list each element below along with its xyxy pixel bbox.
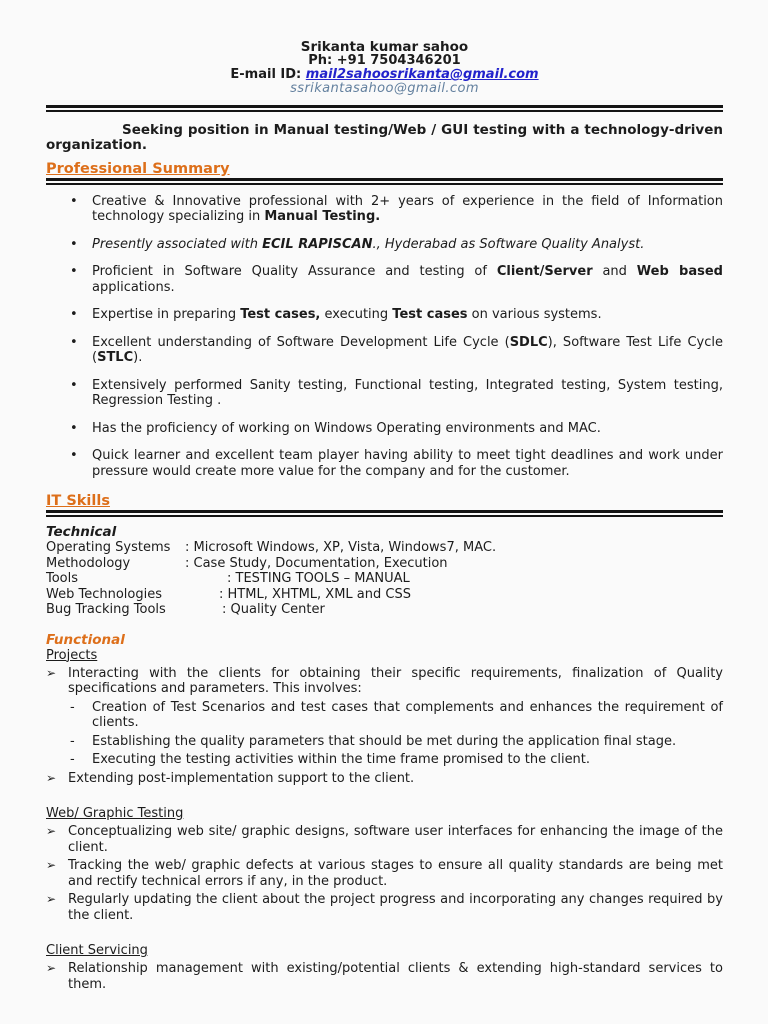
skill-row (46, 556, 723, 572)
functional-heading: Functional (46, 631, 125, 648)
arrow-item (46, 961, 723, 992)
dash-text: Establishing the quality parameters that should be met during the application final stage. (92, 733, 677, 749)
bullet-item (46, 421, 723, 437)
skill-label: Web Technologies (46, 586, 162, 602)
projects-subheading: Projects (46, 647, 98, 663)
bullet-item (46, 307, 723, 323)
skill-label: Bug Tracking Tools (46, 602, 166, 618)
bullet-text: Has the proficiency of working on Windows Operating environments and MAC. (92, 420, 601, 436)
arrow-bullet-icon: ➢ (46, 824, 57, 839)
client-servicing-subheading: Client Servicing (46, 943, 148, 959)
arrow-bullet-icon: ➢ (46, 961, 57, 976)
web-graphic-subheading: Web/ Graphic Testing (46, 806, 184, 822)
email-row (46, 68, 723, 82)
bullet-icon: • (70, 264, 78, 280)
bullet-text: Excellent understanding of Software Development Life Cycle (SDLC), Software Test Life Cycle (STLC). (92, 334, 723, 366)
bullet-item (46, 335, 723, 366)
candidate-name: Srikanta kumar sahoo (300, 39, 469, 55)
arrow-bullet-icon: ➢ (46, 770, 57, 785)
dash-icon: - (70, 752, 75, 768)
arrow-bullet-icon: ➢ (46, 858, 57, 873)
email-label: E-mail ID: (230, 67, 306, 83)
skill-value: : Microsoft Windows, XP, Vista, Windows7, MAC. (185, 540, 497, 556)
skill-label: Methodology (46, 555, 131, 571)
arrow-text: Regularly updating the client about the project progress and incorporating any changes required by the client. (68, 892, 723, 923)
skill-row (46, 602, 723, 618)
objective-text: Seeking position in Manual testing/Web / GUI testing with a technology-driven organization. (46, 121, 723, 154)
technical-subheading: Technical (46, 524, 117, 541)
top-divider (46, 105, 723, 112)
skill-label: Tools (46, 571, 79, 587)
dash-icon: - (70, 699, 75, 715)
skills-table (46, 540, 723, 618)
summary-bullet-list (46, 194, 723, 480)
arrow-bullet-icon: ➢ (46, 665, 57, 680)
bullet-text: Extensively performed Sanity testing, Functional testing, Integrated testing, System testing, Regression Testing . (92, 377, 723, 409)
dash-item (46, 752, 723, 768)
bullet-icon: • (70, 193, 78, 209)
bullet-icon: • (70, 448, 78, 464)
dash-icon: - (70, 733, 75, 749)
bullet-icon: • (70, 420, 78, 436)
bullet-item (46, 264, 723, 295)
bullet-text: Creative & Innovative professional with 2+ years of experience in the field of Information technology specializing in Manual Testing. (92, 193, 723, 225)
arrow-text: Interacting with the clients for obtaining their specific requirements, finalization of Quality specifications and parameters. This involves: (68, 665, 723, 697)
secondary-email: ssrikantasahoo@gmail.com (290, 80, 479, 96)
bullet-icon: • (70, 334, 78, 350)
arrow-text: Tracking the web/ graphic defects at various stages to ensure all quality standards are being met and rectify technical errors if any, in the product. (68, 858, 723, 889)
phone-number: Ph: +91 7504346201 (308, 53, 461, 69)
bullet-item (46, 448, 723, 479)
resume-header (46, 40, 723, 96)
arrow-bullet-icon: ➢ (46, 892, 57, 907)
skill-row (46, 571, 723, 587)
skill-label: Operating Systems (46, 540, 171, 556)
section-heading-it-skills: IT Skills (46, 493, 110, 510)
bullet-text: Expertise in preparing Test cases, executing Test cases on various systems. (92, 307, 602, 323)
arrow-text: Conceptualizing web site/ graphic designs, software user interfaces for enhancing the image of the client. (68, 824, 723, 855)
bullet-icon: • (70, 236, 78, 252)
divider (46, 510, 723, 517)
arrow-item (46, 824, 723, 855)
arrow-item (46, 666, 723, 697)
skill-row (46, 587, 723, 603)
arrow-item (46, 858, 723, 889)
dash-item (46, 734, 723, 750)
skill-value: : Quality Center (222, 602, 325, 618)
arrow-text: Relationship management with existing/potential clients & extending high-standard services to them. (68, 961, 723, 992)
arrow-item (46, 892, 723, 923)
bullet-item (46, 378, 723, 409)
primary-email-link[interactable]: mail2sahoosrikanta@gmail.com (305, 67, 539, 83)
bullet-icon: • (70, 377, 78, 393)
bullet-item (46, 194, 723, 225)
bullet-text: Proficient in Software Quality Assurance and testing of Client/Server and Web based applications. (92, 264, 723, 295)
dash-text: Creation of Test Scenarios and test cases that complements and enhances the requirement of clients. (92, 699, 723, 731)
bullet-text: Presently associated with ECIL RAPISCAN., Hyderabad as Software Quality Analyst. (92, 236, 645, 252)
bullet-item (46, 237, 723, 253)
skill-value: : Case Study, Documentation, Execution (185, 555, 448, 571)
section-heading-professional-summary: Professional Summary (46, 160, 230, 177)
arrow-text: Extending post-implementation support to the client. (68, 770, 415, 786)
divider (46, 178, 723, 185)
bullet-icon: • (70, 307, 78, 323)
skill-row (46, 540, 723, 556)
bullet-text: Quick learner and excellent team player having ability to meet tight deadlines and work under pressure would create more value for the company and for the customer. (92, 448, 723, 479)
arrow-item (46, 771, 723, 787)
skill-value: : TESTING TOOLS – MANUAL (227, 571, 410, 587)
skill-value: : HTML, XHTML, XML and CSS (219, 586, 411, 602)
dash-text: Executing the testing activities within the time frame promised to the client. (92, 752, 591, 768)
dash-item (46, 700, 723, 731)
